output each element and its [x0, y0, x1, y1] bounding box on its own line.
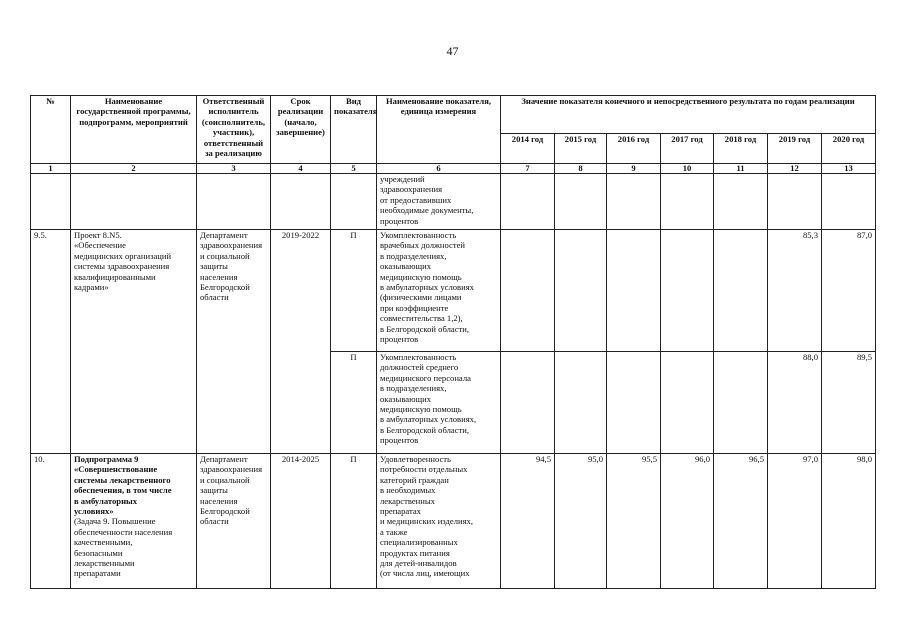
column-number: 3 — [197, 164, 271, 174]
value-cell: 85,3 — [768, 230, 822, 352]
header-responsible: Ответственный исполнитель (соисполнитель, участник), ответственный за реализацию — [197, 96, 271, 164]
header-no: № — [31, 96, 71, 164]
value-cell: 97,0 — [768, 454, 822, 589]
column-number: 2 — [71, 164, 197, 174]
header-year: 2015 год — [555, 134, 607, 164]
indicator-cell: Укомплектованность должностей среднего медицинского персонала в подразделениях, оказывающих медицинскую помощь в амбулаторных условиях, в Белгородской области, процентов — [377, 352, 501, 454]
value-cell: 95,5 — [607, 454, 661, 589]
value-cell — [555, 230, 607, 352]
value-cell — [501, 352, 555, 454]
subprogram-task: (Задача 9. Повышение обеспеченности населения качественными, безопасными лекарственными препаратами — [74, 516, 173, 579]
header-year: 2016 год — [607, 134, 661, 164]
program-name-cell — [71, 454, 197, 589]
value-cell: 88,0 — [768, 352, 822, 454]
header-type: Вид показателя — [331, 96, 377, 164]
column-number: 10 — [661, 164, 714, 174]
indicators-table — [30, 95, 876, 589]
column-number-row — [31, 164, 876, 174]
header-indicator: Наименование показателя, единица измерения — [377, 96, 501, 164]
value-cell: 87,0 — [822, 230, 876, 352]
column-number: 13 — [822, 164, 876, 174]
header-year: 2017 год — [661, 134, 714, 164]
type-cell: П — [331, 230, 377, 352]
type-cell: П — [331, 352, 377, 454]
value-cell — [607, 230, 661, 352]
value-cell: 94,5 — [501, 454, 555, 589]
table-row — [31, 230, 876, 352]
value-cell — [501, 230, 555, 352]
header-values: Значение показателя конечного и непосредственного результата по годам реализации — [501, 96, 876, 134]
header-term: Срок реализации (начало, завершение) — [271, 96, 331, 164]
value-cell: 96,0 — [661, 454, 714, 589]
column-number: 12 — [768, 164, 822, 174]
column-number: 4 — [271, 164, 331, 174]
indicator-cell: Укомплектованность врачебных должностей в подразделениях, оказывающих медицинскую помощь в амбулаторных условиях (физическими лицами при коэффициенте совместительства 1,2), в Белгородской области, процентов — [377, 230, 501, 352]
value-cell: 96,5 — [714, 454, 768, 589]
value-cell: 89,5 — [822, 352, 876, 454]
value-cell — [661, 230, 714, 352]
row-number: 9.5. — [31, 230, 71, 454]
responsible-cell: Департамент здравоохранения и социальной защиты населения Белгородской области — [197, 454, 271, 589]
value-cell: 95,0 — [555, 454, 607, 589]
value-cell — [714, 230, 768, 352]
header-name: Наименование государственной программы, подпрограмм, мероприятий — [71, 96, 197, 164]
header-year: 2018 год — [714, 134, 768, 164]
table-row — [31, 174, 876, 230]
column-number: 6 — [377, 164, 501, 174]
header-year: 2019 год — [768, 134, 822, 164]
value-cell — [714, 352, 768, 454]
value-cell — [661, 352, 714, 454]
header-year: 2014 год — [501, 134, 555, 164]
value-cell — [607, 352, 661, 454]
column-number: 5 — [331, 164, 377, 174]
term-cell: 2019-2022 — [271, 230, 331, 454]
column-number: 8 — [555, 164, 607, 174]
term-cell: 2014-2025 — [271, 454, 331, 589]
value-cell: 98,0 — [822, 454, 876, 589]
header-year: 2020 год — [822, 134, 876, 164]
column-number: 1 — [31, 164, 71, 174]
row-number: 10. — [31, 454, 71, 589]
type-cell: П — [331, 454, 377, 589]
indicator-cell: учреждений здравоохранения от предоставивших необходимые документы, процентов — [377, 174, 501, 230]
responsible-cell: Департамент здравоохранения и социальной защиты населения Белгородской области — [197, 230, 271, 454]
column-number: 9 — [607, 164, 661, 174]
column-number: 11 — [714, 164, 768, 174]
value-cell — [555, 352, 607, 454]
table-row — [31, 454, 876, 589]
column-number: 7 — [501, 164, 555, 174]
subprogram-title: Подпрограмма 9 «Совершенствование системы лекарственного обеспечения, в том числе в амбулаторных условиях» — [74, 454, 172, 517]
program-name-cell: Проект 8.N5. «Обеспечение медицинских организаций системы здравоохранения квалифицированными кадрами» — [71, 230, 197, 454]
indicator-cell: Удовлетворенность потребности отдельных категорий граждан в необходимых лекарственных препаратах и медицинских изделиях, а также специализированных продуктах питания для детей-инвалидов (от числа лиц, имеющих — [377, 454, 501, 589]
page-number: 47 — [446, 44, 459, 58]
